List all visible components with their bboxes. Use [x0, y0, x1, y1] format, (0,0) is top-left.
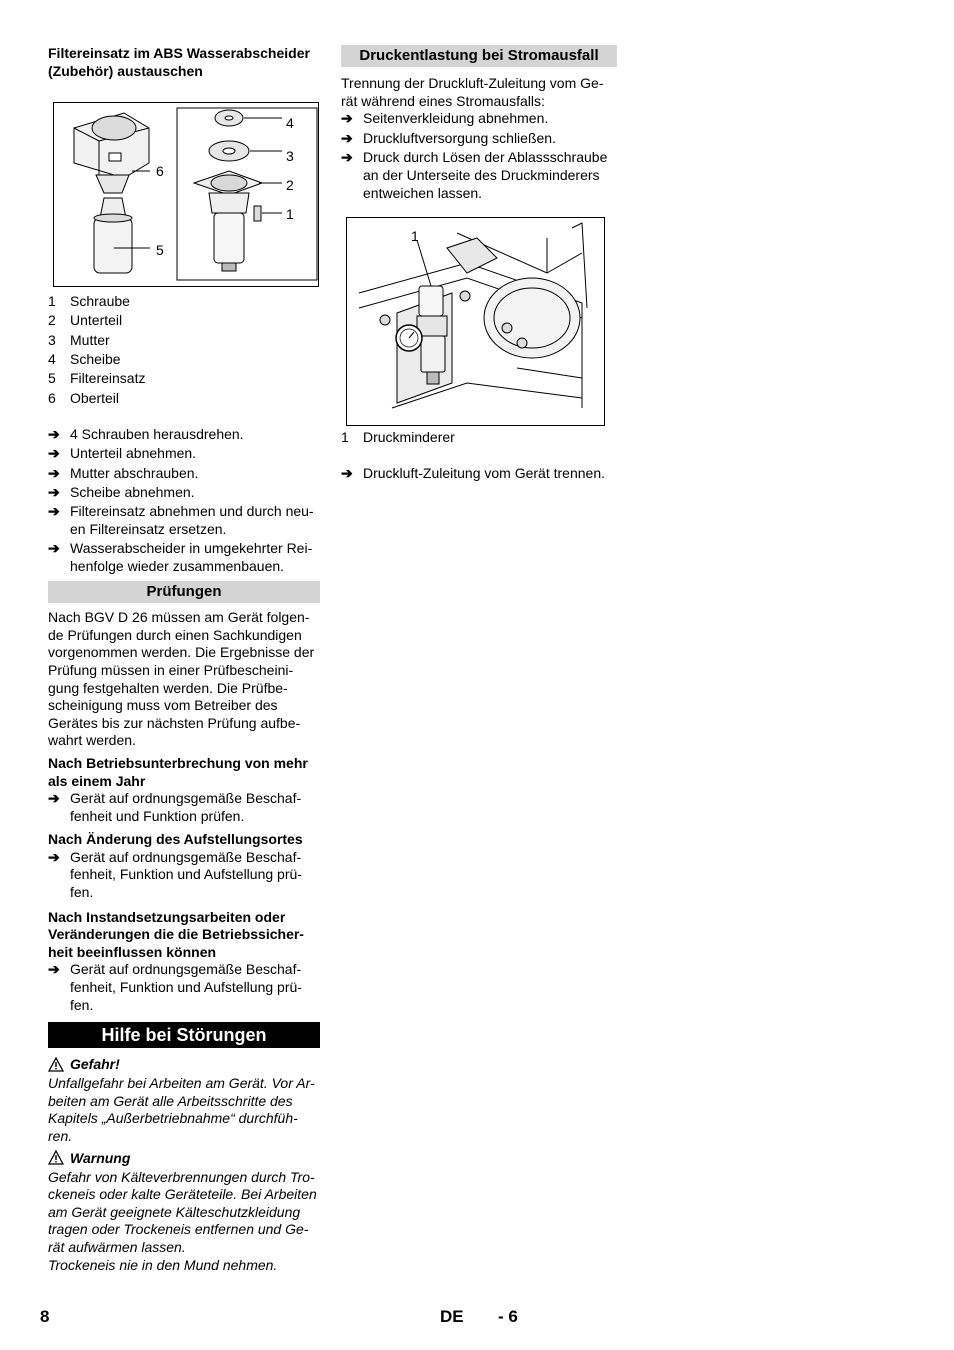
pruefungen-text: Nach BGV D 26 müssen am Gerät folgen-de Prüfungen durch einen Sachkundigen vorgenommen werden. Die Ergebnisse der Prüfung müssen in einer Prüfbescheini-gung festgehalten werden. Die Prüfbe-scheinigung muss vom Betreiber des Gerätes bis zur nächsten Prüfung aufbe-wahrt werden.: [48, 609, 315, 749]
step-item: ➔ 4 Schrauben herausdrehen.: [48, 425, 244, 442]
warnung-text: Gefahr von Kälteverbrennungen durch Tro-ckeneis oder kalte Geräteteile. Bei Arbeiten am Gerät geeignete Kälteschutzkleidung tragen oder Trockeneis entfernen und Ge-rät aufwärmen lassen.: [48, 1168, 317, 1255]
legend-item: 3 Mutter: [48, 331, 110, 348]
section-title-filter: Filtereinsatz im ABS Wasserabscheider (Zubehör) austauschen: [48, 45, 310, 79]
legend-item: 6 Oberteil: [48, 389, 120, 406]
page-number: 8: [40, 1307, 50, 1326]
water-separator-illustration: [54, 103, 318, 286]
arrow-right-icon: ➔: [48, 425, 60, 442]
step-item: ➔ Scheibe abnehmen.: [48, 483, 195, 500]
arrow-right-icon: ➔: [48, 961, 60, 978]
arrow-right-icon: ➔: [341, 129, 353, 146]
callout-4: 4: [286, 115, 294, 132]
gefahr-heading: Gefahr!: [48, 1056, 320, 1072]
legend-item: 1 Schraube: [48, 293, 130, 310]
step-item: ➔ Wasserabscheider in umgekehrter Rei-henfolge wieder zusammenbauen.: [48, 539, 313, 574]
arrow-right-icon: ➔: [341, 465, 353, 482]
legend-item: 1 Druckminderer: [341, 429, 455, 446]
steps-filter: [48, 426, 320, 575]
arrow-right-icon: ➔: [48, 503, 60, 520]
arrow-right-icon: ➔: [341, 110, 353, 127]
step-item: ➔ Gerät auf ordnungsgemäße Beschaf-fenheit und Funktion prüfen.: [48, 790, 302, 824]
callout-2: 2: [286, 177, 294, 194]
callout-1: 1: [411, 228, 419, 245]
warnung-text-2: Trockeneis nie in den Mund nehmen.: [48, 1256, 278, 1273]
subheading-betriebsunterbrechung: Nach Betriebsunterbrechung von mehr als einem Jahr: [48, 754, 308, 789]
section-header-pruefungen: Prüfungen: [48, 581, 320, 603]
legend-filter: [48, 292, 320, 408]
step-item: ➔ Gerät auf ordnungsgemäße Beschaf-fenheit, Funktion und Aufstellung prü-fen.: [48, 961, 302, 1013]
right-column: [341, 45, 617, 483]
arrow-right-icon: ➔: [48, 464, 60, 481]
step-item: ➔ Druck durch Lösen der Ablassschraube an der Unterseite des Druckminderers entweichen lassen.: [341, 149, 608, 201]
step-item: ➔ Druckluft-Zuleitung vom Gerät trennen.: [341, 465, 605, 482]
step-item: ➔ Seitenverkleidung abnehmen.: [341, 110, 549, 127]
arrow-right-icon: ➔: [48, 790, 60, 807]
legend-item: 5 Filtereinsatz: [48, 370, 146, 387]
left-column: [48, 45, 320, 1274]
subheading-instandsetzung: Nach Instandsetzungsarbeiten oder Veränderungen die die Betriebssicher-heit beeinflussen können: [48, 908, 304, 960]
arrow-right-icon: ➔: [48, 483, 60, 500]
figure-water-separator: [53, 102, 319, 287]
footer-language: DE: [440, 1307, 464, 1326]
step-item: ➔ Filtereinsatz abnehmen und durch neu-en Filtereinsatz ersetzen.: [48, 503, 314, 537]
warning-triangle-icon: [48, 1150, 64, 1165]
subheading-aufstellungsort: Nach Änderung des Aufstellungsortes: [48, 831, 303, 848]
callout-5: 5: [156, 242, 164, 259]
arrow-right-icon: ➔: [341, 149, 353, 166]
figure-pressure-reducer: [346, 217, 605, 426]
legend-item: 2 Unterteil: [48, 312, 123, 329]
section-header-hilfe: Hilfe bei Störungen: [48, 1022, 320, 1048]
footer-subpage: - 6: [498, 1307, 518, 1326]
pressure-reducer-illustration: [347, 218, 604, 425]
legend-item: 4 Scheibe: [48, 351, 121, 368]
callout-1: 1: [286, 206, 294, 223]
gefahr-text: Unfallgefahr bei Arbeiten am Gerät. Vor Ar-beiten am Gerät alle Arbeitsschritte des Kapitels „Außerbetriebnahme“ durchfüh-ren.: [48, 1075, 315, 1144]
warnung-heading: Warnung: [48, 1150, 320, 1166]
step-item: ➔ Unterteil abnehmen.: [48, 445, 197, 462]
druckentlastung-intro: Trennung der Druckluft-Zuleitung vom Ge-rät während eines Stromausfalls:: [341, 75, 604, 109]
arrow-right-icon: ➔: [48, 539, 60, 556]
arrow-right-icon: ➔: [48, 848, 60, 865]
arrow-right-icon: ➔: [48, 445, 60, 462]
callout-3: 3: [286, 148, 294, 165]
step-item: ➔ Mutter abschrauben.: [48, 464, 199, 481]
section-header-druckentlastung: Druckentlastung bei Stromausfall: [341, 45, 617, 67]
callout-6: 6: [156, 163, 164, 180]
warning-triangle-icon: [48, 1057, 64, 1072]
step-item: ➔ Gerät auf ordnungsgemäße Beschaf-fenheit, Funktion und Aufstellung prü-fen.: [48, 848, 302, 901]
step-item: ➔ Druckluftversorgung schließen.: [341, 129, 556, 146]
